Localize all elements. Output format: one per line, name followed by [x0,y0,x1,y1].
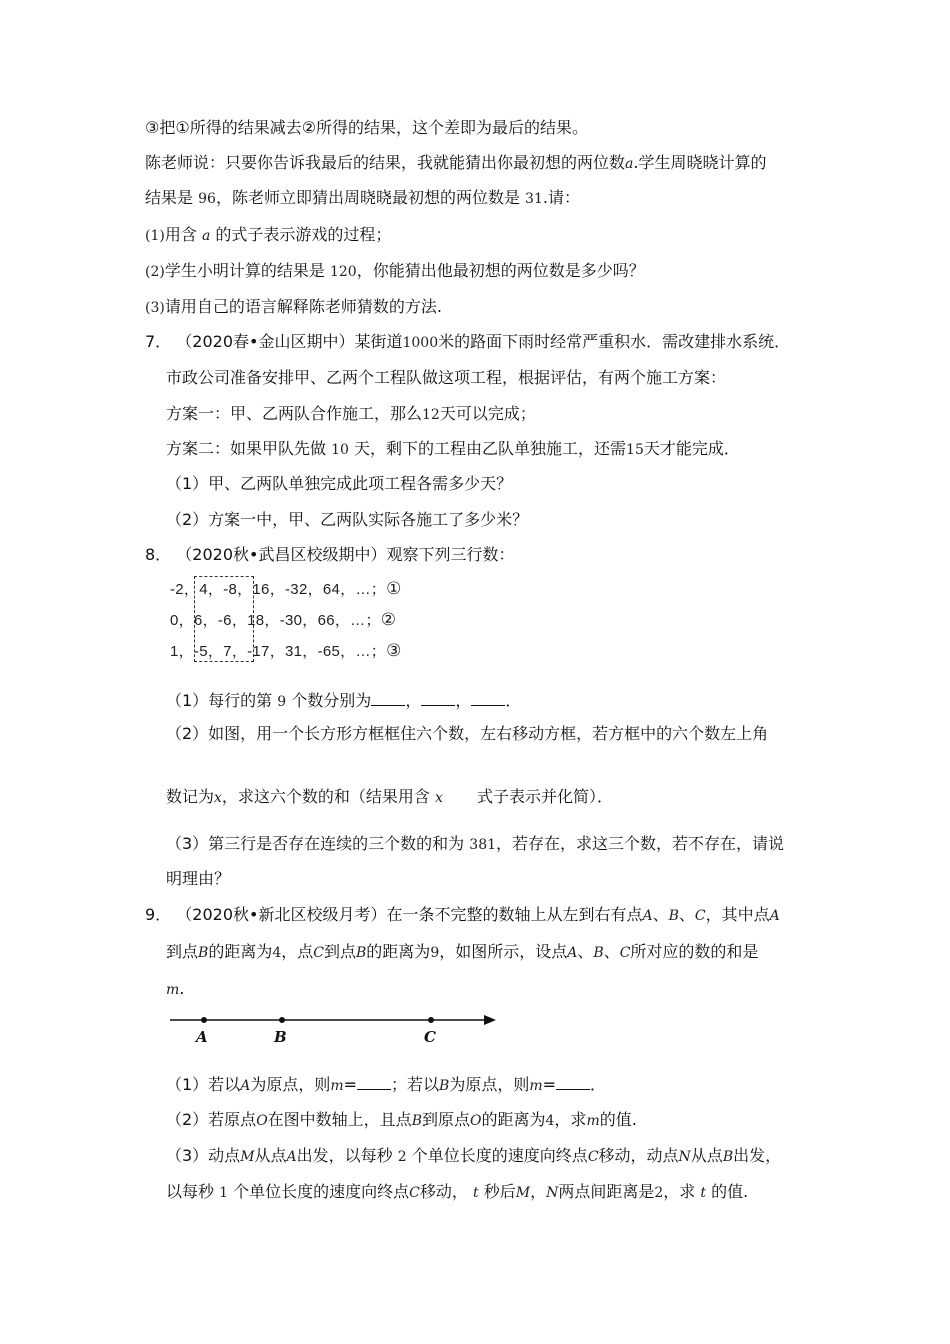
number-line-arrow [484,1015,496,1025]
problem-8-question-2-line2: 数记为x，求这六个数的和（结果用含 x 式子表示并化简）． [166,787,613,806]
problem-8-question-3-line2: 明理由？ [166,869,231,888]
problem-8-question-3: （3）第三行是否存在连续的三个数的和为 381，若存在，求这三个数，若不存在，请说 [166,834,785,853]
intro-step3: ③把①所得的结果减去②所得的结果，这个差即为最后的结果。 [145,118,589,137]
point-a-dot [201,1017,207,1023]
circled-1: ① [386,579,402,598]
answer-blank [556,1074,590,1090]
point-c-label: C [424,1028,436,1046]
answer-blank [357,1074,391,1090]
problem-9-question-1: （1）若以A为原点，则m= ；若以B为原点，则m= ． [166,1075,607,1094]
point-b-label: B [274,1028,287,1046]
problem-9-line2: 到点B的距离为4，点C到点B的距离为9，如图所示，设点A、B、C所对应的数的和是 [166,942,759,961]
point-a-label: A [196,1028,208,1046]
problem-9-question-3: （3）动点M从点A出发，以每秒 2 个单位长度的速度向终点C移动，动点N从点B出发， [166,1146,782,1165]
sequence-row-3: 1，-5，7，-17，31，-65，…；③ [170,641,402,660]
intro-teacher-line2: 结果是 96，陈老师立即猜出周晓晓最初想的两位数是 31.请： [145,188,580,207]
problem-8-header: 8． （2020秋•武昌区校级期中）观察下列三行数： [145,545,515,564]
problem-9-header: 9． （2020秋•新北区校级月考）在一条不完整的数轴上从左到右有点A、B、C，其中点A [145,905,780,924]
problem-9-question-2: （2）若原点O在图中数轴上，且点B到原点O的距离为4，求m的值. [166,1110,637,1129]
sequence-row-2: 0，6，-6，18，-30，66，…；② [170,610,397,629]
problem-7-question-2: （2）方案一中，甲、乙两队实际各施工了多少米？ [166,510,529,529]
problem-7-header: 7． （2020春•金山区期中）某街道1000米的路面下雨时经常严重积水．需改建排水系统． [145,332,791,351]
problem-7-plan2: 方案二：如果甲队先做 10 天，剩下的工程由乙队单独施工，还需15天才能完成． [166,439,740,458]
sequence-row-1: -2，4，-8，16，-32，64，…；① [170,579,402,598]
problem-9-line3: m. [166,979,185,998]
point-c-dot [428,1017,434,1023]
circled-2: ② [380,610,397,629]
intro-question-2: (2)学生小明计算的结果是 120，你能猜出他最初想的两位数是多少吗？ [145,261,645,280]
problem-7-question-1: （1）甲、乙两队单独完成此项工程各需多少天？ [166,474,513,493]
problem-8-question-1: （1）每行的第 9 个数分别为 ， ， ． [166,691,522,710]
problem-7-plan1: 方案一：甲、乙两队合作施工，那么12天可以完成； [166,404,536,423]
point-b-dot [279,1017,285,1023]
intro-teacher-line1: 陈老师说：只要你告诉我最后的结果，我就能猜出你最初想的两位数a.学生周晓晓计算的 [145,153,767,172]
intro-question-3: (3)请用自己的语言解释陈老师猜数的方法. [145,297,442,316]
problem-7-line2: 市政公司准备安排甲、乙两个工程队做这项工程，根据评估，有两个施工方案： [166,368,727,387]
intro-question-1: (1)用含 a 的式子表示游戏的过程； [145,225,392,244]
problem-9-question-3-line2: 以每秒 1 个单位长度的速度向终点C移动， t 秒后M，N两点间距离是2，求 t 的值. [166,1182,749,1201]
problem-8-question-2-line1: （2）如图，用一个长方形方框框住六个数，左右移动方框，若方框中的六个数左上角 [166,724,769,743]
circled-3: ③ [386,641,402,660]
